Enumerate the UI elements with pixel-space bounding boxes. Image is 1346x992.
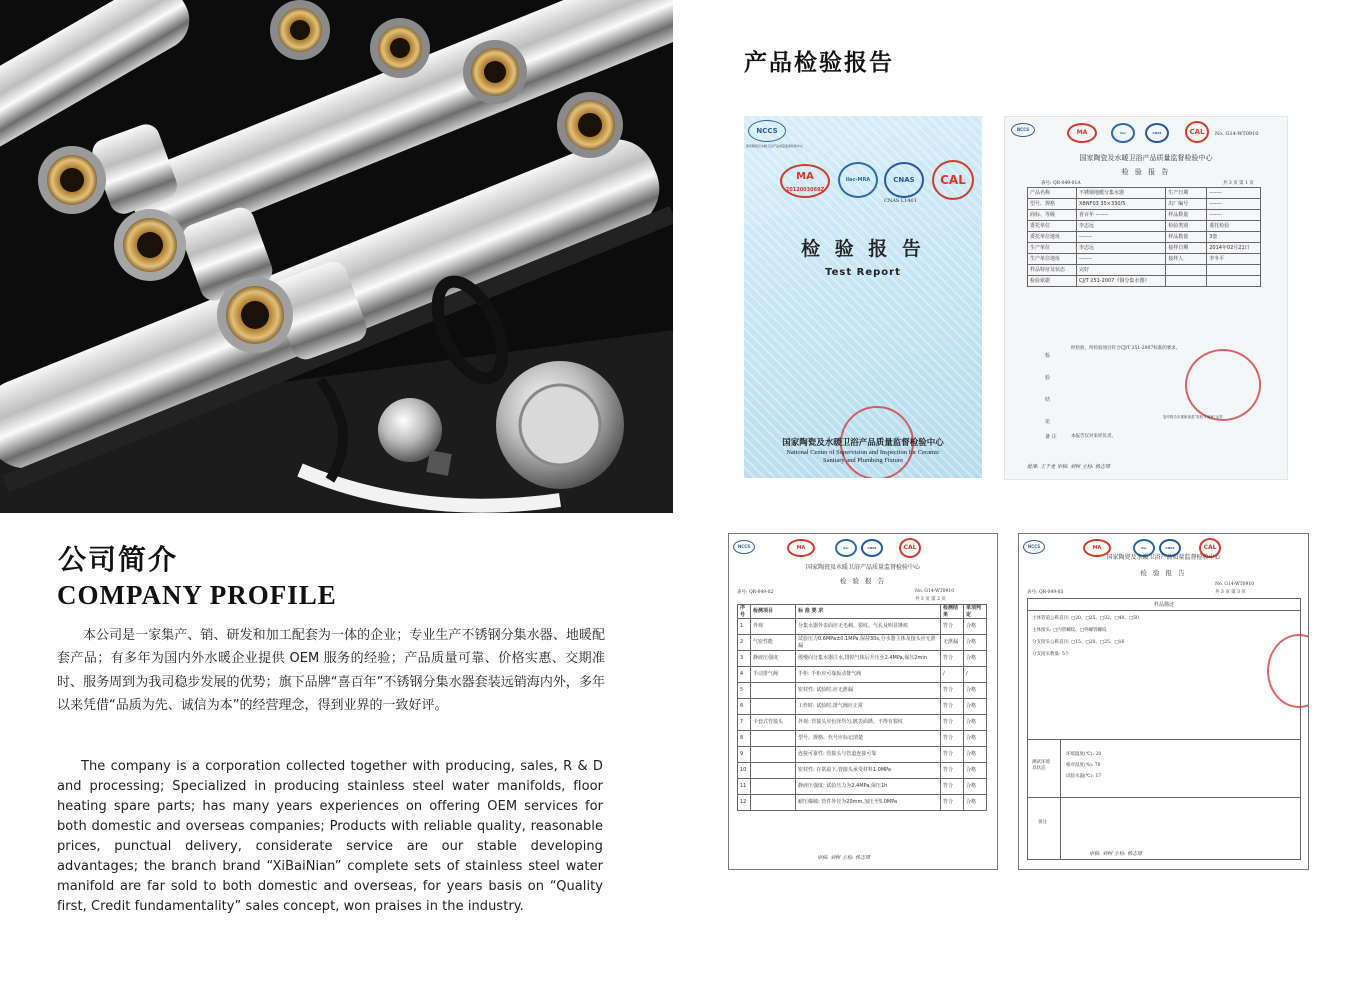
section-title: 样品描述: [1028, 601, 1300, 611]
cnas-logo: CNAS: [861, 539, 883, 557]
table-cell: [1166, 276, 1207, 287]
table-cell: 静液压强度: 试验压力为2.4MPa,保压1h: [796, 779, 941, 795]
sample-box: [1027, 598, 1301, 860]
table-cell: 连接可靠性: 管接头与管道连接可靠: [796, 747, 941, 763]
signers: 审核: 刘树 主检: 杨志璋: [1089, 851, 1143, 857]
cal-logo: CAL: [1185, 121, 1209, 143]
cal-logo: CAL: [1199, 538, 1221, 558]
table-cell: 密封性: 在常温下,管接头承受材料1.0MPa: [796, 763, 941, 779]
org-name: 国家陶瓷及水暖卫浴产品质量监督检验中心: [1079, 154, 1213, 162]
table-cell: 2014年02月21日: [1207, 243, 1261, 254]
table-cell: 3套: [1207, 232, 1261, 243]
page-heading: 检 验 报 告: [1140, 569, 1187, 577]
remark-label: 备 注: [1045, 434, 1057, 440]
table-row: [738, 699, 987, 715]
table-cell: 1: [738, 619, 751, 635]
table-cell: [751, 683, 796, 699]
table-cell: 样品数量: [1166, 210, 1207, 221]
table-cell: 合格: [964, 763, 987, 779]
profile-text-cn: 本公司是一家集产、销、研发和加工配套为一体的企业；专业生产不锈钢分集水器、地暖配套产品；有多年为国内外水暖企业提供 OEM 服务的经验；产品质量可靠、价格实惠、交期准时、服务周到为我司稳步发展的优势；旗下品牌“喜百年”不锈钢分集水器套装远销海内外，多年以来凭借“品质为先、诚信为本”的经营理念，得到业界的一致好评。: [57, 628, 605, 713]
table-cell: 8: [738, 731, 751, 747]
cnas-logo: CNAS: [1145, 123, 1169, 143]
remark-text: 本报告仅对来样负责。: [1071, 434, 1116, 439]
table-header-cell: 序号: [738, 605, 751, 619]
form-code: 表号: QR-049-03: [1027, 590, 1064, 595]
divider: [1060, 797, 1061, 859]
table-cell: 符合: [941, 747, 964, 763]
table-cell: [751, 699, 796, 715]
table-cell: 符合: [941, 779, 964, 795]
table-row: [1028, 243, 1261, 254]
table-cell: 5: [738, 683, 751, 699]
sample-lines: [1032, 613, 1139, 661]
report-no: No. G14-WT0910: [915, 589, 955, 594]
table-cell: [1166, 265, 1207, 276]
table-cell: 静液压强度: [751, 651, 796, 667]
report-table: [1027, 187, 1261, 287]
table-cell: 10: [738, 763, 751, 779]
table-cell: 无泄漏: [941, 635, 964, 651]
signers: 审核: 刘树 主检: 杨志璋: [817, 855, 871, 861]
table-cell: [751, 731, 796, 747]
ma-number: 2012003069Z: [785, 187, 825, 193]
table-cell: 合格: [964, 683, 987, 699]
table-cell: 工作时: 试验时,排气阀应正常: [796, 699, 941, 715]
test-items-table: [737, 604, 987, 811]
table-row: [738, 747, 987, 763]
table-cell: 2: [738, 635, 751, 651]
profile-title-en: COMPANY PROFILE: [57, 580, 337, 610]
table-cell: 气密性能: [751, 635, 796, 651]
table-cell: -------: [1207, 188, 1261, 199]
table-cell: 检验类别: [1166, 221, 1207, 232]
form-code: 表号: QR-049-02: [737, 590, 774, 595]
env-line: 试验水温(℃): 17: [1066, 774, 1102, 779]
ncc-logo: NCCS: [733, 540, 755, 554]
table-cell: 委托单位: [1028, 221, 1077, 232]
table-cell: 符合: [941, 731, 964, 747]
table-cell: 3: [738, 651, 751, 667]
table-cell: 符合: [941, 699, 964, 715]
cover-org-en-1: National Center of Supervision and Inspection for Ceramic: [786, 449, 940, 456]
table-cell: 6: [738, 699, 751, 715]
org-name: 国家陶瓷及水暖卫浴产品质量监督检验中心: [805, 564, 920, 571]
table-row: [738, 779, 987, 795]
table-cell: 样品特征及状态: [1028, 265, 1077, 276]
ncc-logo: NCCS: [748, 120, 786, 142]
table-cell: 生产单位地址: [1028, 254, 1077, 265]
env-line: 环境温度(℃): 20: [1066, 752, 1102, 757]
table-cell: 完好: [1077, 265, 1166, 276]
table-cell: 合格: [964, 635, 987, 651]
sample-line: 主体管道公称直径: □20、□25、□32、□40、□50: [1032, 616, 1139, 621]
table-cell: 委托单位地址: [1028, 232, 1077, 243]
report-page-2: [728, 533, 998, 870]
table-row: [1028, 276, 1261, 287]
cnas-logo: CNAS: [1159, 539, 1181, 557]
table-cell: 手动排气阀: [751, 667, 796, 683]
report-page-1: [1004, 116, 1288, 480]
table-row: [738, 795, 987, 811]
table-header-cell: 标 准 要 求: [796, 605, 941, 619]
ma-logo: MA: [1083, 539, 1111, 557]
table-cell: 12: [738, 795, 751, 811]
table-cell: [751, 763, 796, 779]
table-header-cell: 检测项目: [751, 605, 796, 619]
report-page-3: [1018, 533, 1309, 870]
table-cell: 检验依据: [1028, 276, 1077, 287]
table-cell: [1207, 276, 1261, 287]
table-cell: 符合: [941, 715, 964, 731]
cover-org-en-2: Sanitary and Plumbing Fixture: [823, 457, 903, 464]
table-cell: /: [964, 667, 987, 683]
table-cell: 合格: [964, 715, 987, 731]
page-count: 共 3 页 第 3 页: [1215, 590, 1246, 595]
cal-logo: CAL: [899, 538, 921, 558]
divider: [1028, 797, 1300, 798]
table-cell: -------: [1077, 232, 1166, 243]
table-cell: 合格: [964, 795, 987, 811]
table-row: [738, 763, 987, 779]
org-name: 国家陶瓷及水暖卫浴产品质量监督检验中心: [1106, 554, 1221, 561]
report-no: No. G14-WT0910: [1215, 582, 1255, 587]
table-cell: 出厂编号: [1166, 199, 1207, 210]
table-cell: 李冬平: [1207, 254, 1261, 265]
table-cell: 外观: [751, 619, 796, 635]
table-cell: 生产日期: [1166, 188, 1207, 199]
sample-line: 分支接头数量: 5个: [1032, 652, 1070, 657]
table-cell: 4: [738, 667, 751, 683]
sample-line: 主体接头: □内管螺纹、□外螺管螺纹: [1032, 628, 1107, 633]
table-cell: 产品名称: [1028, 188, 1077, 199]
table-header-cell: 单项判定: [964, 605, 987, 619]
divider: [1028, 739, 1300, 740]
table-cell: 李志远: [1077, 221, 1166, 232]
table-row: [738, 667, 987, 683]
table-cell: 李志远: [1077, 243, 1166, 254]
table-cell: 密封性: 试验时,应无泄漏: [796, 683, 941, 699]
divider: [1060, 739, 1061, 797]
table-cell: [751, 747, 796, 763]
table-cell: 生产单位: [1028, 243, 1077, 254]
env-line: 相对湿度(%): 70: [1066, 763, 1101, 768]
table-cell: -------: [1207, 199, 1261, 210]
table-row: [1028, 232, 1261, 243]
cnas-logo: CNAS: [884, 162, 924, 198]
ilac-logo: ilac: [835, 539, 857, 557]
seal-note: 复印报告未重新加盖“检验专用章”无效: [1163, 415, 1223, 419]
cover-heading: 检 验 报 告: [801, 238, 925, 260]
ilac-logo: ilac-MRA: [838, 162, 878, 198]
table-cell: 接样人: [1166, 254, 1207, 265]
table-row: [738, 619, 987, 635]
signers: 批准: 王千龙 审核: 刘树 主检: 杨志璋: [1027, 464, 1111, 470]
table-cell: 卡套式管接头: [751, 715, 796, 731]
table-cell: 7: [738, 715, 751, 731]
table-cell: 缓慢向分集水器注水,排掉气体后升压至2.4MPa,保压2min: [796, 651, 941, 667]
table-cell: 合格: [964, 747, 987, 763]
table-cell: 接样日期: [1166, 243, 1207, 254]
table-cell: 符合: [941, 619, 964, 635]
inspection-seal: [1185, 349, 1261, 421]
table-cell: 商标、等级: [1028, 210, 1077, 221]
profile-title-cn: 公司简介: [58, 543, 179, 576]
table-cell: -------: [1077, 254, 1166, 265]
table-cell: 合格: [964, 731, 987, 747]
table-cell: 合格: [964, 619, 987, 635]
table-cell: CJ/T 251-2007《铜分集水器》: [1077, 276, 1166, 287]
table-cell: 9: [738, 747, 751, 763]
cnas-number: CNAS L1401: [884, 198, 917, 204]
profile-text-en: The company is a corporation collected together with producing, sales, R & D and processing; Specialized in producing stainless steel water manifolds, floor heating spare parts; has many years experiences on offering OEM services for both domestic and overseas companies; Products with reliable quality, reasonable prices, punctual delivery, considerate service are our stable developing advantages; the branch brand “XiBaiNian” complete sets of stainless steel water manifold are far sold to both domestic and overseas, for years basis on “Quality first, Credit fundamentality” sales concept, won praises in the industry.: [57, 759, 603, 914]
table-cell: 外观: 管接头应色泽均匀,镀表面锈、不得有裂纹: [796, 715, 941, 731]
cover-org-cn: 国家陶瓷及水暖卫浴产品质量监督检验中心: [782, 438, 944, 448]
table-cell: 分集水器外表面应无毛刺、裂纹、气孔及明显锤痕: [796, 619, 941, 635]
table-cell: 合格: [964, 779, 987, 795]
table-row: [1028, 210, 1261, 221]
table-cell: 耐压爆破: 管件外径为20mm,加压至5.0MPa: [796, 795, 941, 811]
table-row: [1028, 254, 1261, 265]
table-cell: /: [941, 667, 964, 683]
table-cell: 型号、规格、代号应标记清楚: [796, 731, 941, 747]
ncc-logo: NCCS: [1011, 123, 1035, 137]
table-cell: -------: [1207, 210, 1261, 221]
ncc-logo: NCCS: [1023, 540, 1045, 554]
ma-logo: [780, 164, 830, 198]
table-row: [1028, 199, 1261, 210]
table-cell: 符合: [941, 651, 964, 667]
table-row: [738, 683, 987, 699]
table-cell: 符合: [941, 763, 964, 779]
table-cell: 喜百年 -------: [1077, 210, 1166, 221]
table-row: [738, 635, 987, 651]
table-cell: [751, 779, 796, 795]
table-cell: 符合: [941, 795, 964, 811]
table-cell: 委托检验: [1207, 221, 1261, 232]
env-lines: [1066, 749, 1101, 782]
env-label: 测试环境及状态: [1032, 760, 1050, 771]
form-code: 表号: QR-049-01A: [1041, 181, 1081, 186]
table-header-cell: 检测结果: [941, 605, 964, 619]
table-cell: 合格: [964, 699, 987, 715]
remark-label: 备注: [1038, 820, 1047, 825]
hero-manifold-photo: [0, 0, 673, 513]
sample-line: 分支接头公称直径: □15、□20、□25、□16: [1032, 640, 1125, 645]
table-cell: 不锈钢地暖分集水器: [1077, 188, 1166, 199]
ncc-sub: 国家陶瓷及水暖卫浴产品质量监督检验中心: [746, 144, 804, 148]
table-row: [1028, 221, 1261, 232]
table-row: [738, 715, 987, 731]
table-cell: 型号、规格: [1028, 199, 1077, 210]
table-cell: 手柜: 手柜应可靠扳动排气阀: [796, 667, 941, 683]
cal-logo: CAL: [932, 160, 974, 200]
table-cell: XBNF03 35×330/5: [1077, 199, 1166, 210]
report-no: No. G14-WT0910: [1215, 131, 1259, 137]
table-cell: 符合: [941, 683, 964, 699]
report-cover: [744, 116, 982, 478]
ma-logo: MA: [1067, 123, 1097, 143]
page-heading: 检 验 报 告: [1121, 168, 1171, 176]
ma-logo: MA: [787, 539, 815, 557]
table-cell: 合格: [964, 651, 987, 667]
conclusion-text: 经检验，所检验项目符合CJ/T 251-2007标准的要求。: [1071, 346, 1181, 351]
table-cell: 试验压力0.6MPa±0.1MPa,保持30s,分水器主体及接头应无泄漏: [796, 635, 941, 651]
table-row: [1028, 188, 1261, 199]
cover-heading-en: Test Report: [825, 267, 901, 278]
table-cell: 11: [738, 779, 751, 795]
reports-title: 产品检验报告: [744, 49, 894, 76]
conclusion-label: 检 验 结 论: [1045, 353, 1051, 425]
ma-label: MA: [796, 171, 814, 182]
page-heading: 检 验 报 告: [839, 577, 887, 585]
table-row: [1028, 265, 1261, 276]
ilac-logo: ilac: [1133, 539, 1155, 557]
page-count: 共 3 页 第 2 页: [915, 597, 946, 602]
table-cell: [1207, 265, 1261, 276]
ilac-logo: ilac: [1111, 123, 1135, 143]
table-row: [738, 651, 987, 667]
table-row: [738, 731, 987, 747]
table-cell: 样品数量: [1166, 232, 1207, 243]
table-cell: [751, 795, 796, 811]
manifold-illustration: [0, 0, 673, 513]
page-count: 共 3 页 第 1 页: [1223, 181, 1254, 186]
